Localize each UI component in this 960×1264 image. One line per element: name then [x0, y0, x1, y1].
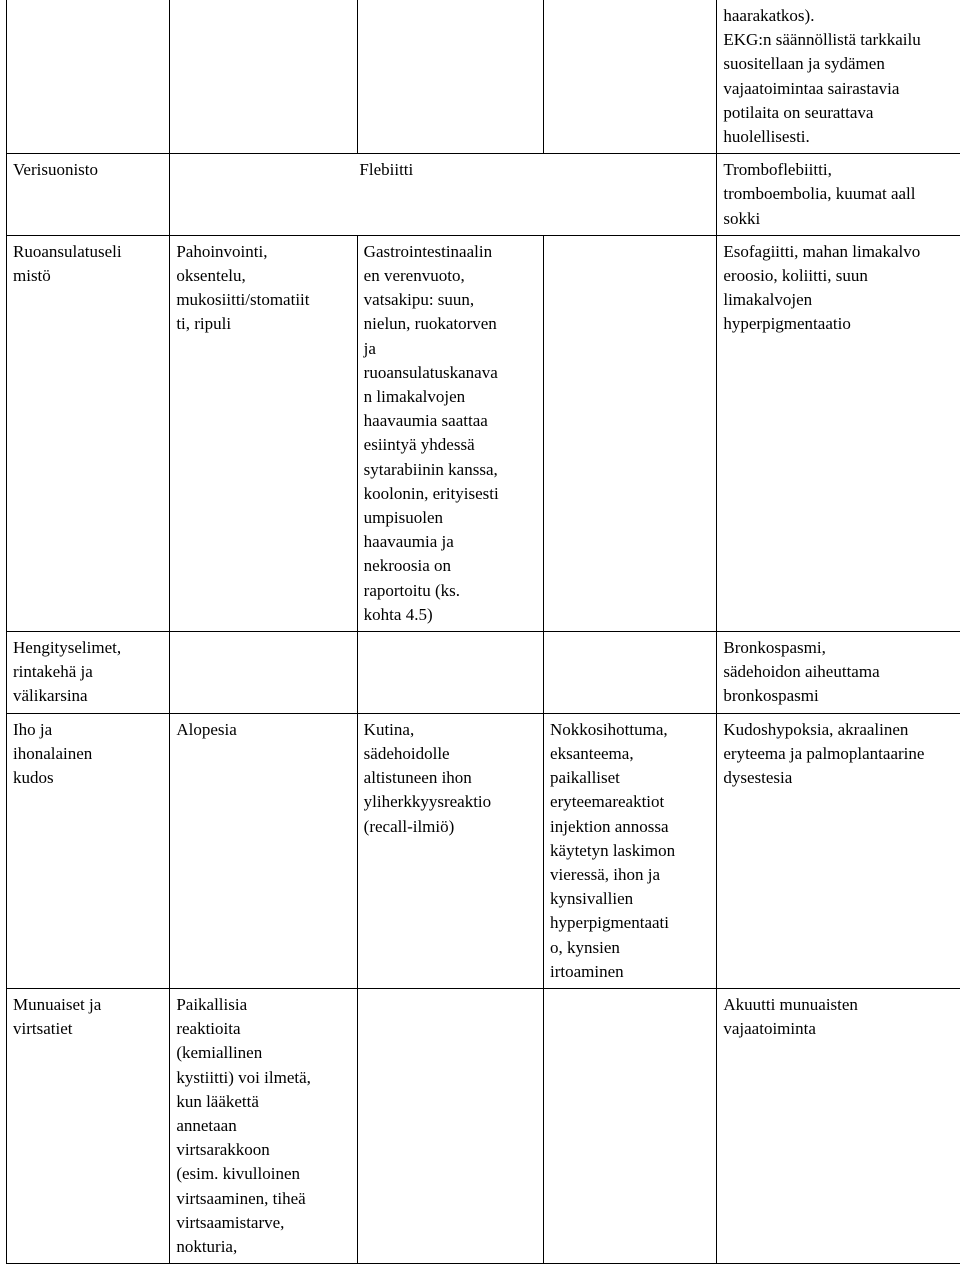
table-cell [357, 632, 543, 714]
table-cell [544, 632, 717, 714]
table-cell [7, 0, 170, 154]
table-row [7, 632, 960, 714]
table-cell [544, 988, 717, 1263]
table-cell: Akuutti munuaisten vajaatoiminta [717, 988, 960, 1263]
table-cell: haarakatkos). EKG:n säännöllistä tarkkailu suositellaan ja sydämen vajaatoimintaa sairastavia potilaita on seurattava huolellisesti. [717, 0, 960, 154]
table-row [7, 0, 960, 154]
table-cell: Pahoinvointi, oksentelu, mukosiitti/stomatiit ti, ripuli [170, 235, 357, 631]
table-row [7, 988, 960, 1263]
table-cell [544, 235, 717, 631]
table-cell: Nokkosihottuma, eksanteema, paikalliset eryteemareaktiot injektion annossa käytetyn laskimon vieressä, ihon ja kynsivallien hyperpigmentaati o, kynsien irtoaminen [544, 713, 717, 988]
table-cell: Verisuonisto [7, 154, 170, 236]
table-cell [544, 0, 717, 154]
table-cell: Iho ja ihonalainen kudos [7, 713, 170, 988]
table-cell: Esofagiitti, mahan limakalvo eroosio, koliitti, suun limakalvojen hyperpigmentaatio [717, 235, 960, 631]
table-cell: Flebiitti [170, 154, 717, 236]
table-row [7, 713, 960, 988]
table-cell [357, 0, 543, 154]
table-row [7, 154, 960, 236]
adverse-effects-table [6, 0, 960, 1264]
table-cell: Munuaiset ja virtsatiet [7, 988, 170, 1263]
table-cell [357, 988, 543, 1263]
table-cell: Kudoshypoksia, akraalinen eryteema ja palmoplantaarine dysestesia [717, 713, 960, 988]
table-cell: Alopesia [170, 713, 357, 988]
table-row [7, 235, 960, 631]
table-cell: Gastrointestinaalin en verenvuoto, vatsakipu: suun, nielun, ruokatorven ja ruoansulatuskanava n limakalvojen haavaumia saattaa esiintyä yhdessä sytarabiinin kanssa, koolonin, erityisesti umpisuolen haavaumia ja nekroosia on raportoitu (ks. kohta 4.5) [357, 235, 543, 631]
table-cell: Kutina, sädehoidolle altistuneen ihon yliherkkyysreaktio (recall-ilmiö) [357, 713, 543, 988]
table-cell: Ruoansulatuseli mistö [7, 235, 170, 631]
table-cell: Tromboflebiitti, tromboembolia, kuumat aall sokki [717, 154, 960, 236]
table-cell [170, 0, 357, 154]
table-cell: Bronkospasmi, sädehoidon aiheuttama bronkospasmi [717, 632, 960, 714]
table-cell [170, 632, 357, 714]
table-cell: Hengityselimet, rintakehä ja välikarsina [7, 632, 170, 714]
table-cell: Paikallisia reaktioita (kemiallinen kystiitti) voi ilmetä, kun lääkettä annetaan virtsarakkoon (esim. kivulloinen virtsaaminen, tiheä virtsaamistarve, nokturia, [170, 988, 357, 1263]
